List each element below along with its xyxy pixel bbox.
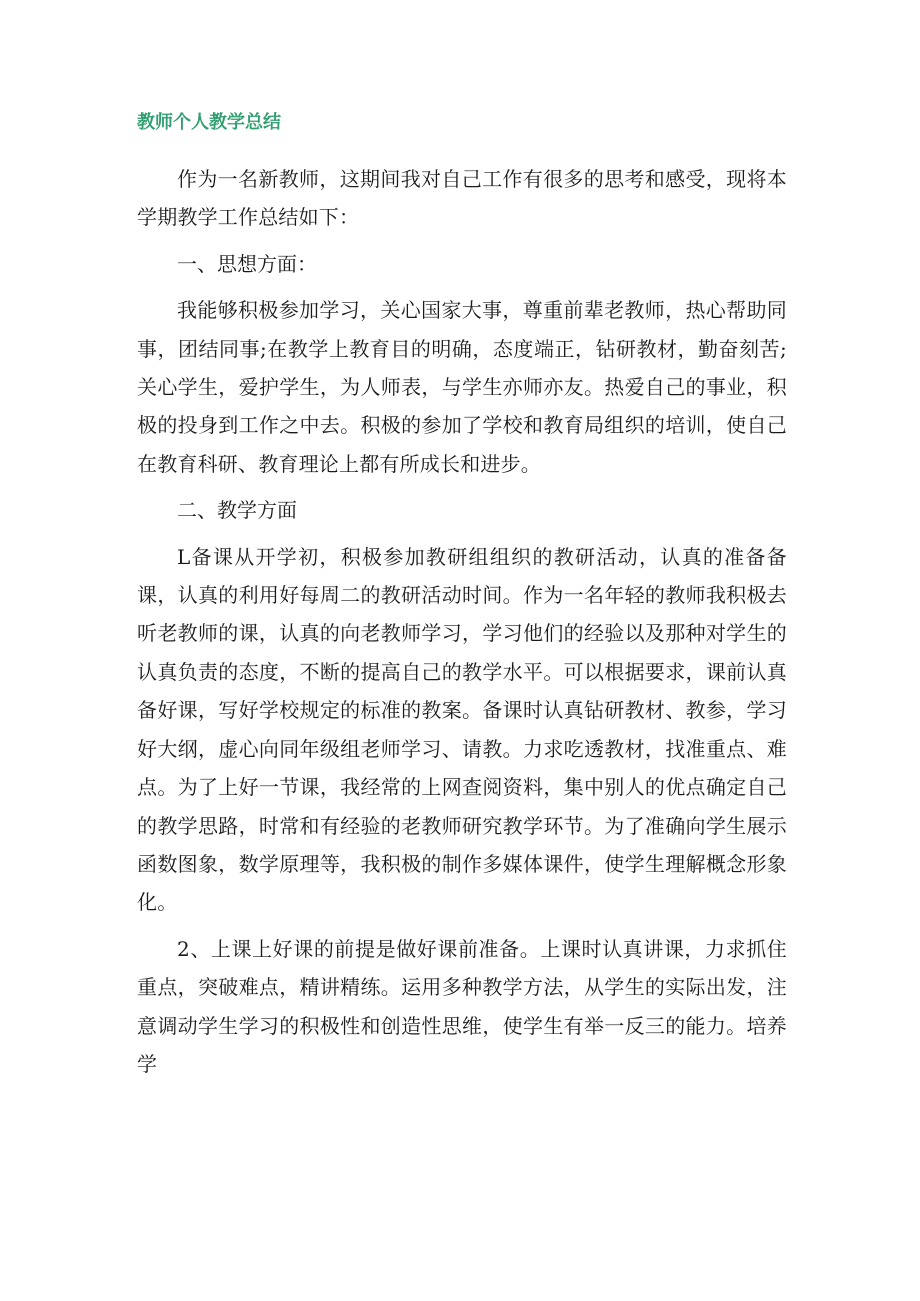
section-heading-teaching: 二、教学方面 <box>177 498 297 523</box>
document-title: 教师个人教学总结 <box>137 112 281 133</box>
teaching-item-2-paragraph: 2、上课上好课的前提是做好课前准备。上课时认真讲课，力求抓住重点，突破难点，精讲精练。运用多种教学方法，从学生的实际出发，注意调动学生学习的积极性和创造性思维，使学生有举一反三的能力。培养学 <box>137 936 787 1076</box>
document-body <box>137 104 787 1091</box>
teaching-item-1-paragraph: L备课从开学初，积极参加教研组组织的教研活动，认真的准备备课，认真的利用好每周二的教研活动时间。作为一名年轻的教师我积极去听老教师的课，认真的向老教师学习，学习他们的经验以及那种对学生的认真负责的态度，不断的提高自己的教学水平。可以根据要求，课前认真备好课，写好学校规定的标准的教案。备课时认真钻研教材、教参，学习好大纲，虚心向同年级组老师学习、请教。力求吃透教材，找准重点、难点。为了上好一节课，我经常的上网查阅资料，集中别人的优点确定自己的教学思路，时常和有经验的老教师研究教学环节。为了准确向学生展示函数图象，数学原理等，我积极的制作多媒体课件，使学生理解概念形象化。 <box>137 544 787 915</box>
section-thought-paragraph: 我能够积极参加学习，关心国家大事，尊重前辈老教师，热心帮助同事，团结同事;在教学上教育目的明确，态度端正，钻研教材，勤奋刻苦;关心学生，爱护学生，为人师表，与学生亦师亦友。热爱自己的事业，积极的投身到工作之中去。积极的参加了学校和教育局组织的培训，使自己在教育科研、教育理论上都有所成长和进步。 <box>137 298 787 476</box>
intro-paragraph: 作为一名新教师，这期间我对自己工作有很多的思考和感受，现将本学期教学工作总结如下： <box>137 167 787 230</box>
section-heading-thought: 一、思想方面： <box>177 251 317 276</box>
